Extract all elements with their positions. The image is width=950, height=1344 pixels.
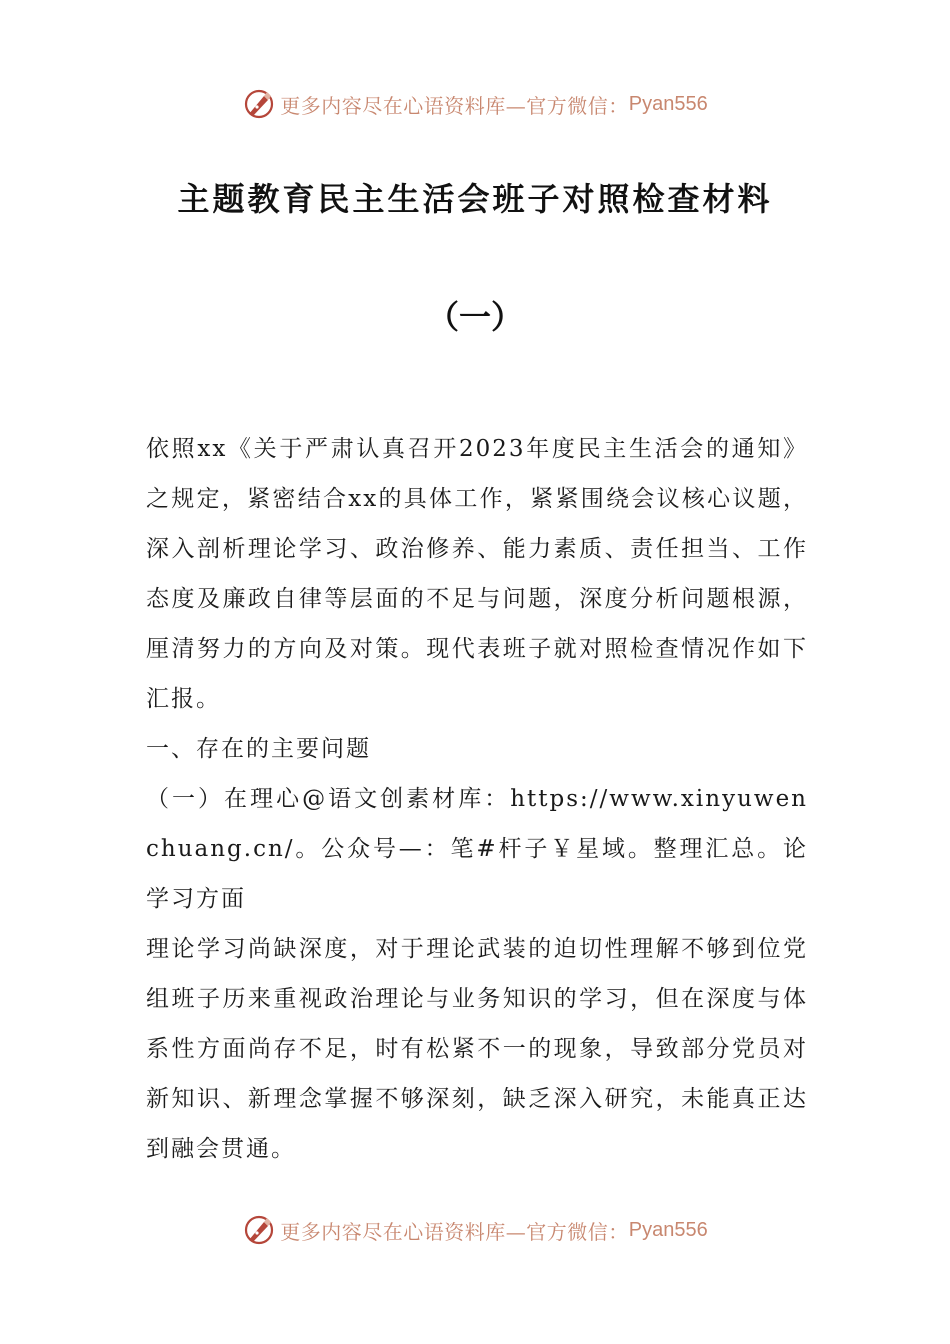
document-body — [146, 424, 808, 1174]
subsection-heading: （一）在理心@语文创素材库：https://www.xinyuwenchuang.cn/。公众号—：笔#杆子￥星域。整理汇总。论学习方面 — [146, 786, 808, 912]
wechat-account: Pyan556 — [628, 92, 708, 115]
watermark-text: 更多内容尽在心语资料库—官方微信： — [280, 1219, 629, 1244]
pen-nib-logo-icon — [242, 1213, 276, 1247]
document-subtitle: （一） — [426, 298, 523, 336]
document-title: 主题教育民主生活会班子对照检查材料 — [177, 180, 773, 218]
pen-nib-logo-icon — [242, 87, 276, 121]
theory-study-paragraph: 理论学习尚缺深度，对于理论武装的迫切性理解不够到位党组班子历来重视政治理论与业务知识的学习，但在深度与体系性方面尚存不足，时有松紧不一的现象，导致部分党员对新知识、新理念掌握不够深刻，缺乏深入研究，未能真正达到融会贯通。 — [146, 936, 808, 1162]
wechat-account: Pyan556 — [628, 1218, 708, 1241]
section-heading: 一、存在的主要问题 — [146, 736, 371, 762]
watermark-text: 更多内容尽在心语资料库—官方微信： — [280, 93, 629, 118]
intro-paragraph: 依照xx《关于严肃认真召开2023年度民主生活会的通知》之规定，紧密结合xx的具体工作，紧紧围绕会议核心议题，深入剖析理论学习、政治修养、能力素质、责任担当、工作态度及廉政自律等层面的不足与问题，深度分析问题根源，厘清努力的方向及对策。现代表班子就对照检查情况作如下汇报。 — [146, 436, 808, 712]
header-watermark-banner — [0, 82, 950, 126]
footer-watermark-banner — [0, 1208, 950, 1252]
